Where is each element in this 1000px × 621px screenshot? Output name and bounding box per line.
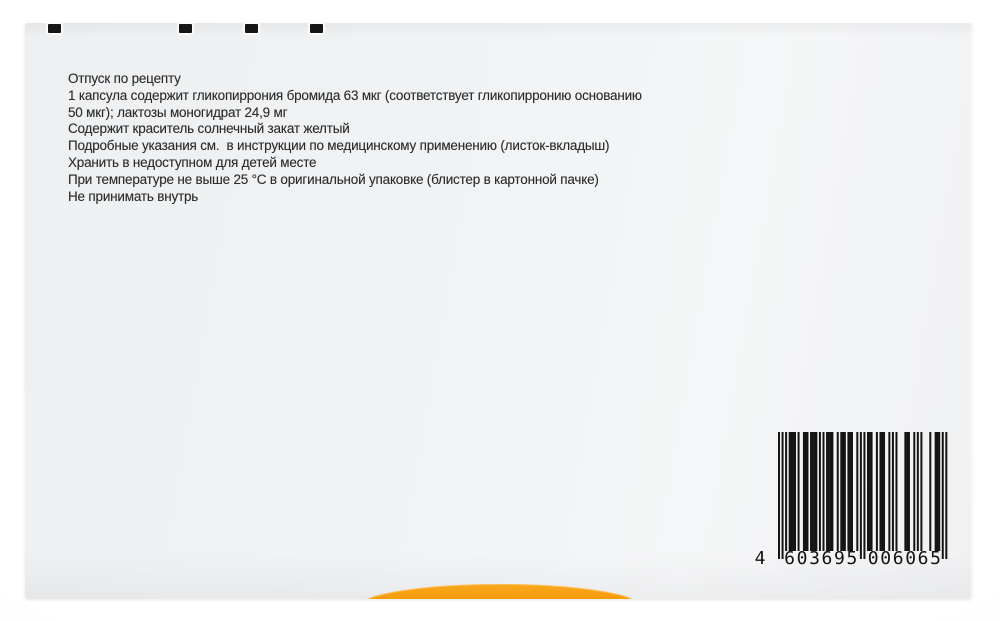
text-line: Подробные указания см. в инструкции по медицинскому применению (листок-вкладыш) bbox=[68, 138, 610, 154]
barcode-bar bbox=[881, 432, 883, 551]
barcode-digit: 6 bbox=[892, 548, 904, 569]
barcode-bar bbox=[913, 432, 915, 551]
carton-back-panel bbox=[25, 22, 972, 599]
barcode-digit: 0 bbox=[905, 548, 917, 569]
barcode-bar bbox=[908, 432, 910, 551]
barcode-bar bbox=[938, 432, 940, 551]
barcode-bar bbox=[917, 432, 919, 551]
barcode-bar bbox=[935, 432, 937, 551]
barcode-digit: 6 bbox=[917, 548, 929, 569]
barcode-bar bbox=[806, 432, 808, 551]
barcode-bar bbox=[842, 432, 844, 551]
barcode-bar bbox=[792, 432, 794, 551]
text-line: 50 мкг); лактозы моногидрат 24,9 мг bbox=[68, 104, 288, 120]
barcode-bar bbox=[856, 432, 858, 551]
barcode-bar bbox=[879, 432, 881, 551]
barcode-digit: 5 bbox=[846, 548, 858, 569]
barcode-bar bbox=[860, 432, 862, 559]
barcode-bar bbox=[906, 432, 908, 551]
barcode-digit: 0 bbox=[867, 548, 879, 569]
barcode-bar bbox=[785, 432, 787, 551]
barcode-bar bbox=[867, 432, 869, 551]
barcode-bar bbox=[810, 432, 812, 551]
barcode-bar bbox=[844, 432, 846, 551]
barcode-bar bbox=[888, 432, 890, 551]
registration-mark-icon bbox=[245, 24, 258, 33]
package-text-block bbox=[68, 71, 768, 205]
barcode-bar bbox=[812, 432, 814, 551]
text-line: Содержит краситель солнечный закат желтый bbox=[68, 121, 350, 137]
barcode-bar bbox=[789, 432, 791, 551]
barcode-bar bbox=[929, 432, 931, 551]
barcode-bar bbox=[790, 432, 792, 551]
barcode-bar bbox=[847, 432, 849, 551]
registration-mark-icon bbox=[179, 24, 192, 33]
barcode-bar bbox=[814, 432, 816, 551]
ean13-barcode bbox=[748, 430, 958, 570]
barcode-bar bbox=[942, 432, 944, 559]
barcode-bar bbox=[869, 432, 871, 551]
registration-mark-icon bbox=[48, 24, 61, 33]
barcode-bar bbox=[830, 432, 832, 551]
barcode-bar bbox=[803, 432, 805, 551]
barcode-digit: 3 bbox=[809, 548, 820, 569]
barcode-bar bbox=[778, 432, 780, 559]
barcode-bar bbox=[895, 432, 897, 551]
barcode-digit: 9 bbox=[833, 548, 845, 569]
text-line: Не принимать внутрь bbox=[68, 188, 199, 204]
barcode-digit: 5 bbox=[930, 548, 941, 569]
barcode-bar bbox=[904, 432, 906, 551]
barcode-digit: 6 bbox=[784, 548, 795, 569]
barcode-bar bbox=[823, 432, 825, 551]
text-line: 1 капсула содержит гликопиррония бромида 63 мкг (соответствует гликопирронию основанию bbox=[68, 87, 642, 103]
barcode-digit: 0 bbox=[880, 548, 892, 569]
barcode-bar bbox=[782, 432, 784, 559]
barcode-bar bbox=[920, 432, 922, 551]
barcode-bar bbox=[837, 432, 839, 551]
barcode-digit: 6 bbox=[821, 548, 833, 569]
barcode-digit: 4 bbox=[754, 548, 766, 569]
barcode-bar bbox=[805, 432, 807, 551]
registration-mark-icon bbox=[310, 24, 323, 33]
text-line: При температуре не выше 25 °С в оригинальной упаковке (блистер в картонной пачке) bbox=[68, 171, 599, 187]
barcode-bar bbox=[876, 432, 878, 551]
barcode-bar bbox=[863, 432, 865, 559]
text-line: Отпуск по рецепту bbox=[68, 71, 181, 86]
barcode-bar bbox=[892, 432, 894, 551]
brand-orange-arc-icon bbox=[360, 584, 640, 599]
barcode-bar bbox=[798, 432, 800, 551]
barcode-bar bbox=[794, 432, 796, 551]
barcode-bar bbox=[871, 432, 873, 551]
barcode-digit: 0 bbox=[796, 548, 808, 569]
text-line: Хранить в недоступном для детей месте bbox=[68, 154, 317, 170]
barcode-bar bbox=[815, 432, 817, 551]
barcode-bar bbox=[851, 432, 853, 551]
barcode-bar bbox=[849, 432, 851, 551]
barcode-bar bbox=[936, 432, 938, 551]
barcode-bar bbox=[840, 432, 842, 551]
barcode-bar bbox=[828, 432, 830, 551]
barcode-bar bbox=[945, 432, 947, 559]
barcode-bar bbox=[883, 432, 885, 551]
barcode-bar bbox=[819, 432, 821, 551]
barcode-bar bbox=[826, 432, 828, 551]
registration-marks bbox=[25, 22, 972, 38]
barcode-bar bbox=[831, 432, 833, 551]
